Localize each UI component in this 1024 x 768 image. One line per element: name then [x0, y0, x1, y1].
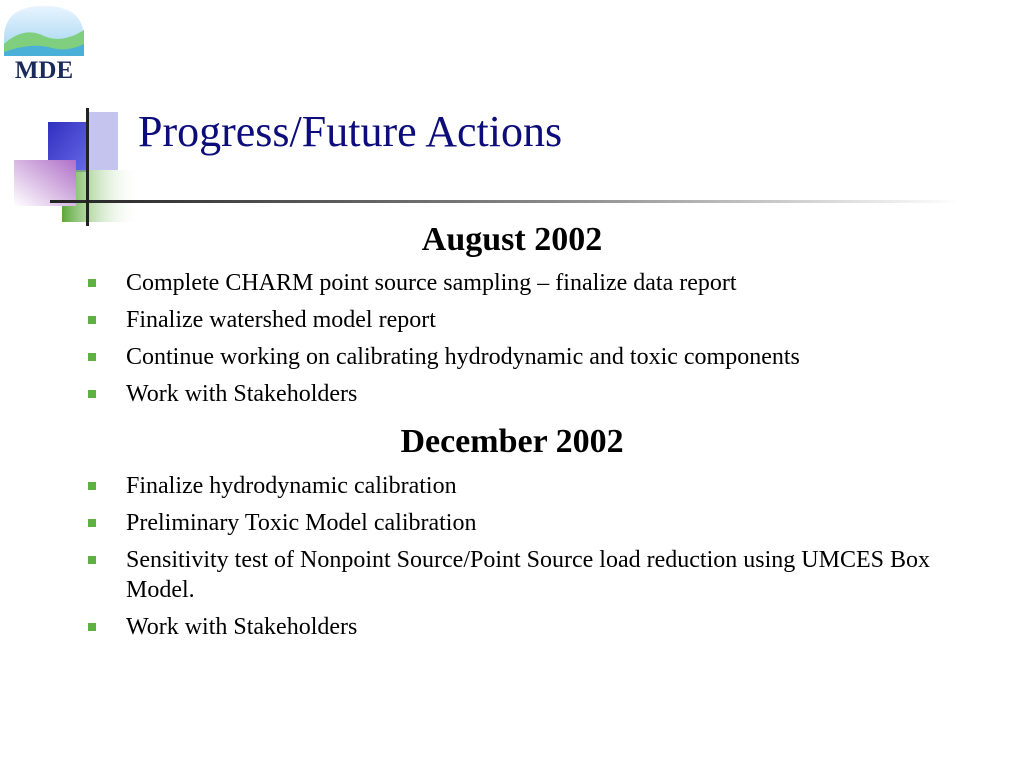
slide-title: Progress/Future Actions — [138, 107, 563, 156]
list-item — [0, 612, 1024, 642]
bullet-square-icon — [88, 316, 96, 324]
bullet-square-icon — [88, 482, 96, 490]
mde-logo — [2, 4, 86, 88]
list-item-text: Finalize hydrodynamic calibration — [126, 473, 457, 499]
list-item-text: Complete CHARM point source sampling – finalize data report — [126, 270, 737, 296]
bullet-square-icon — [88, 556, 96, 564]
list-item — [0, 471, 1024, 501]
bullet-square-icon — [88, 353, 96, 361]
list-item-text: Work with Stakeholders — [126, 381, 358, 407]
list-item — [0, 508, 1024, 538]
section-heading-december: December 2002 — [400, 423, 624, 460]
list-item-text: Continue working on calibrating hydrodynamic and toxic components — [126, 344, 800, 370]
deco-pink-square — [14, 160, 76, 206]
list-item — [0, 379, 1024, 409]
list-item — [0, 545, 1024, 605]
title-underline — [50, 200, 960, 203]
bullet-square-icon — [88, 279, 96, 287]
list-item — [0, 305, 1024, 335]
bullet-list-august — [0, 268, 1024, 416]
bullet-square-icon — [88, 623, 96, 631]
list-item-text: Work with Stakeholders — [126, 614, 358, 640]
list-item-text: Preliminary Toxic Model calibration — [126, 510, 477, 536]
deco-vertical-line — [86, 108, 89, 226]
logo-text: MDE — [14, 57, 74, 84]
list-item — [0, 342, 1024, 372]
section-heading-august: August 2002 — [421, 221, 603, 258]
bullet-square-icon — [88, 390, 96, 398]
bullet-square-icon — [88, 519, 96, 527]
bullet-list-december — [0, 471, 1024, 649]
list-item-text: Sensitivity test of Nonpoint Source/Point Source load reduction using UMCES Box Model. — [126, 547, 930, 603]
list-item — [0, 268, 1024, 298]
list-item-text: Finalize watershed model report — [126, 307, 436, 333]
